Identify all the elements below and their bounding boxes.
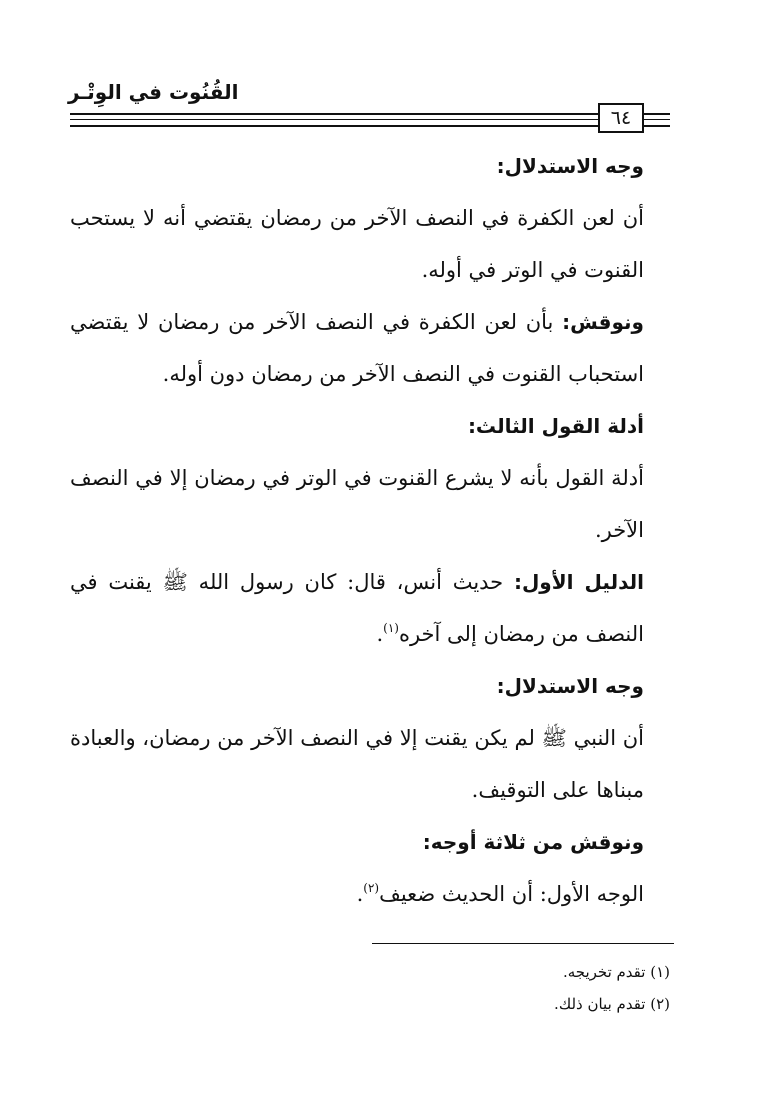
running-title: القُنُوت في الوِتْـر: [68, 80, 239, 104]
footnote-ref: (٢): [363, 881, 380, 895]
section-heading: أدلة القول الثالث:: [467, 414, 644, 438]
footnote-separator: [372, 943, 674, 944]
header-rule: [70, 113, 670, 115]
paragraph-end: .: [376, 622, 384, 646]
header-rule: [70, 119, 670, 120]
paragraph: [70, 296, 670, 400]
page-number: ٦٤: [598, 103, 644, 133]
footnote: (٢) تقدم بيان ذلك.: [554, 995, 670, 1013]
paragraph-text: بأن لعن الكفرة في النصف الآخر من رمضان لا يقتضي استحباب القنوت في النصف الآخر من رمضان دون أوله.: [70, 310, 644, 386]
paragraph: [70, 868, 670, 920]
paragraph: أن لعن الكفرة في النصف الآخر من رمضان يقتضي أنه لا يستحب القنوت في الوتر في أوله.: [70, 206, 644, 282]
footnote-ref: (١): [383, 621, 399, 635]
footnote: (١) تقدم تخريجه.: [562, 963, 670, 981]
paragraph-lead: الدليل الأول:: [513, 570, 644, 594]
section-heading: وجه الاستدلال:: [496, 154, 644, 178]
section-heading: ونوقش من ثلاثة أوجه:: [422, 830, 644, 854]
paragraph-text: الوجه الأول: أن الحديث ضعيف: [379, 882, 644, 906]
footnotes: [70, 956, 670, 1020]
section-heading: وجه الاستدلال:: [496, 674, 644, 698]
paragraph-lead: ونوقش:: [562, 310, 644, 334]
paragraph: [70, 556, 670, 660]
paragraph-end: .: [356, 882, 364, 906]
header-rule: [70, 125, 670, 127]
main-text: [70, 140, 670, 920]
paragraph: أن النبي ﷺ لم يكن يقنت إلا في النصف الآخر من رمضان، والعبادة مبناها على التوقيف.: [70, 726, 644, 802]
paragraph: أدلة القول بأنه لا يشرع القنوت في الوتر في رمضان إلا في النصف الآخر.: [70, 466, 644, 542]
paragraph-text: حديث أنس، قال: كان رسول الله ﷺ يقنت في النصف من رمضان إلى آخره: [70, 570, 644, 646]
